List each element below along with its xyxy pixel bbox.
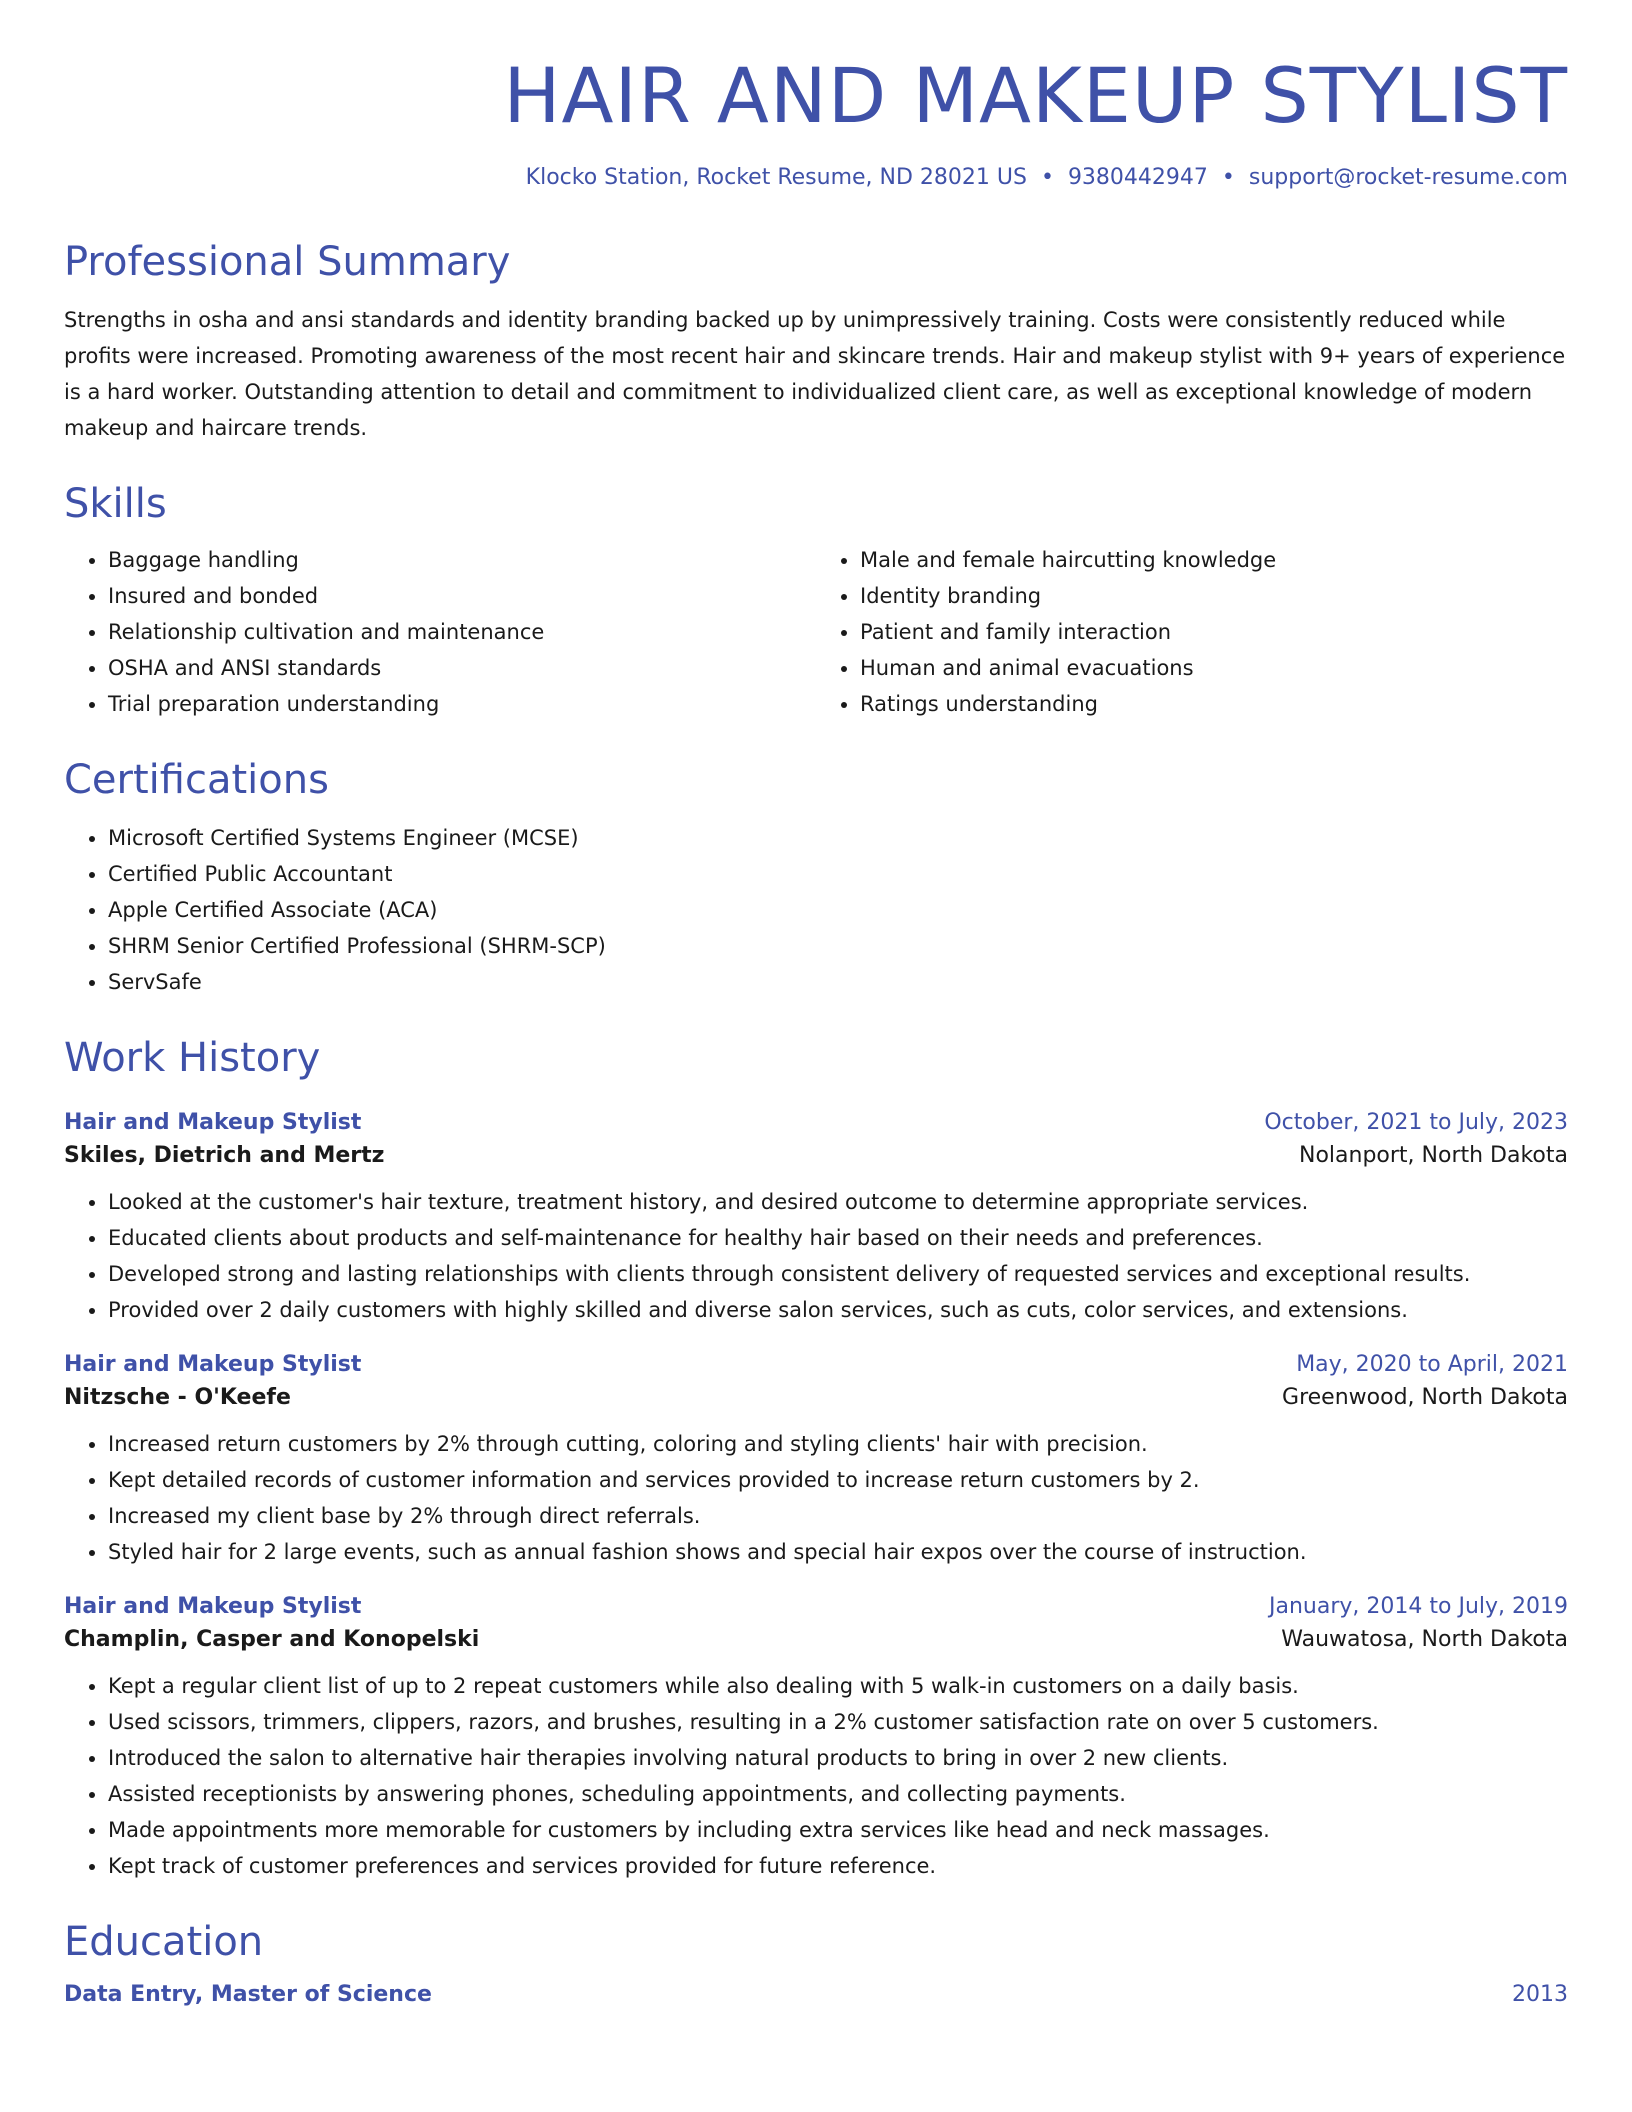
job-bullet: • Kept track of customer preferences and services provided for future reference.: [108, 1848, 1568, 1884]
job-bullet: • Made appointments more memorable for customers by including extra services like head and neck massages.: [108, 1812, 1568, 1848]
certification-item: • Microsoft Certified Systems Engineer (MCSE): [108, 820, 1568, 856]
job-dates: January, 2014 to July, 2019: [1269, 1594, 1568, 1620]
certifications-list: [64, 820, 1568, 1000]
certification-item: • Certified Public Accountant: [108, 856, 1568, 892]
job-dates: October, 2021 to July, 2023: [1264, 1110, 1568, 1136]
job-company-row: [64, 1385, 1568, 1410]
contact-separator: •: [1040, 165, 1054, 191]
job-company: Skiles, Dietrich and Mertz: [64, 1143, 385, 1169]
section-title-certifications: Certifications: [64, 757, 329, 804]
certification-item: • SHRM Senior Certified Professional (SHRM-SCP): [108, 928, 1568, 964]
section-title-skills: Skills: [64, 481, 167, 528]
contact-phone: 9380442947: [1067, 165, 1208, 191]
job-company-row: [64, 1627, 1568, 1652]
job-title: Hair and Makeup Stylist: [64, 1110, 362, 1136]
skill-item: • Identity branding: [860, 578, 1568, 614]
job-bullet: • Looked at the customer's hair texture, treatment history, and desired outcome to determine appropriate services.: [108, 1184, 1568, 1220]
job-location: Greenwood, North Dakota: [1282, 1385, 1568, 1411]
job-bullet: • Developed strong and lasting relationships with clients through consistent delivery of requested services and exceptional results.: [108, 1256, 1568, 1292]
section-title-education: Education: [64, 1919, 264, 1966]
job-bullet: • Kept a regular client list of up to 2 repeat customers while also dealing with 5 walk-in customers on a daily basis.: [108, 1668, 1568, 1704]
job-bullet: • Increased return customers by 2% through cutting, coloring and styling clients' hair with precision.: [108, 1426, 1568, 1462]
section-title-summary: Professional Summary: [64, 239, 511, 286]
job-bullet: • Increased my client base by 2% through direct referrals.: [108, 1498, 1568, 1534]
skill-item: • Patient and family interaction: [860, 614, 1568, 650]
job-bullet: • Provided over 2 daily customers with highly skilled and diverse salon services, such as cuts, color services, and extensions.: [108, 1292, 1568, 1328]
job-entry: [64, 1110, 1568, 1328]
job-company: Nitzsche - O'Keefe: [64, 1385, 291, 1411]
skills-grid: [64, 542, 1568, 722]
section-title-work-history: Work History: [64, 1035, 321, 1082]
certification-item: • ServSafe: [108, 964, 1568, 1000]
skill-item: • Insured and bonded: [108, 578, 816, 614]
skills-list-right: [816, 542, 1568, 722]
job-title: Hair and Makeup Stylist: [64, 1594, 362, 1620]
job-company-row: [64, 1143, 1568, 1168]
summary-text: Strengths in osha and ansi standards and identity branding backed up by unimpressively training. Costs were consistently reduced while profits were increased. Promoting awareness of the most recent hair and skincare trends. Hair and makeup stylist with 9+ years of experience is a hard worker. Outstanding attention to detail and commitment to individualized client care, as well as exceptional knowledge of modern makeup and haircare trends.: [64, 308, 1566, 441]
job-location: Nolanport, North Dakota: [1298, 1143, 1568, 1169]
job-bullet: • Kept detailed records of customer information and services provided to increase return customers by 2.: [108, 1462, 1568, 1498]
job-bullet: • Introduced the salon to alternative hair therapies involving natural products to bring in over 2 new clients.: [108, 1740, 1568, 1776]
contact-line: [64, 165, 1568, 190]
job-company: Champlin, Casper and Konopelski: [64, 1627, 480, 1653]
job-bullets: [64, 1426, 1568, 1570]
job-bullets: [64, 1668, 1568, 1884]
contact-email: support@rocket-resume.com: [1248, 165, 1568, 191]
education-row: [64, 1982, 1568, 2007]
skill-item: • Ratings understanding: [860, 686, 1568, 722]
job-header-row: [64, 1352, 1568, 1377]
job-bullet: • Used scissors, trimmers, clippers, razors, and brushes, resulting in a 2% customer satisfaction rate on over 5 customers.: [108, 1704, 1568, 1740]
job-bullets: [64, 1184, 1568, 1328]
education-degree: Data Entry, Master of Science: [64, 1982, 432, 2008]
job-bullet: • Educated clients about products and self-maintenance for healthy hair based on their needs and preferences.: [108, 1220, 1568, 1256]
skill-item: • Baggage handling: [108, 542, 816, 578]
job-title: Hair and Makeup Stylist: [64, 1352, 362, 1378]
job-entry: [64, 1594, 1568, 1884]
job-bullet: • Styled hair for 2 large events, such as annual fashion shows and special hair expos over the course of instruction.: [108, 1534, 1568, 1570]
contact-address: Klocko Station, Rocket Resume, ND 28021 US: [525, 165, 1027, 191]
certification-item: • Apple Certified Associate (ACA): [108, 892, 1568, 928]
skill-item: • OSHA and ANSI standards: [108, 650, 816, 686]
education-year: 2013: [1512, 1982, 1568, 2008]
job-location: Wauwatosa, North Dakota: [1281, 1627, 1568, 1653]
job-bullet: • Assisted receptionists by answering phones, scheduling appointments, and collecting payments.: [108, 1776, 1568, 1812]
resume-name: HAIR AND MAKEUP STYLIST: [503, 51, 1568, 140]
job-entry: [64, 1352, 1568, 1570]
contact-separator: •: [1221, 165, 1235, 191]
skill-item: • Trial preparation understanding: [108, 686, 816, 722]
skill-item: • Male and female haircutting knowledge: [860, 542, 1568, 578]
job-dates: May, 2020 to April, 2021: [1296, 1352, 1568, 1378]
job-header-row: [64, 1594, 1568, 1619]
skill-item: • Human and animal evacuations: [860, 650, 1568, 686]
job-header-row: [64, 1110, 1568, 1135]
skill-item: • Relationship cultivation and maintenance: [108, 614, 816, 650]
skills-list-left: [64, 542, 816, 722]
